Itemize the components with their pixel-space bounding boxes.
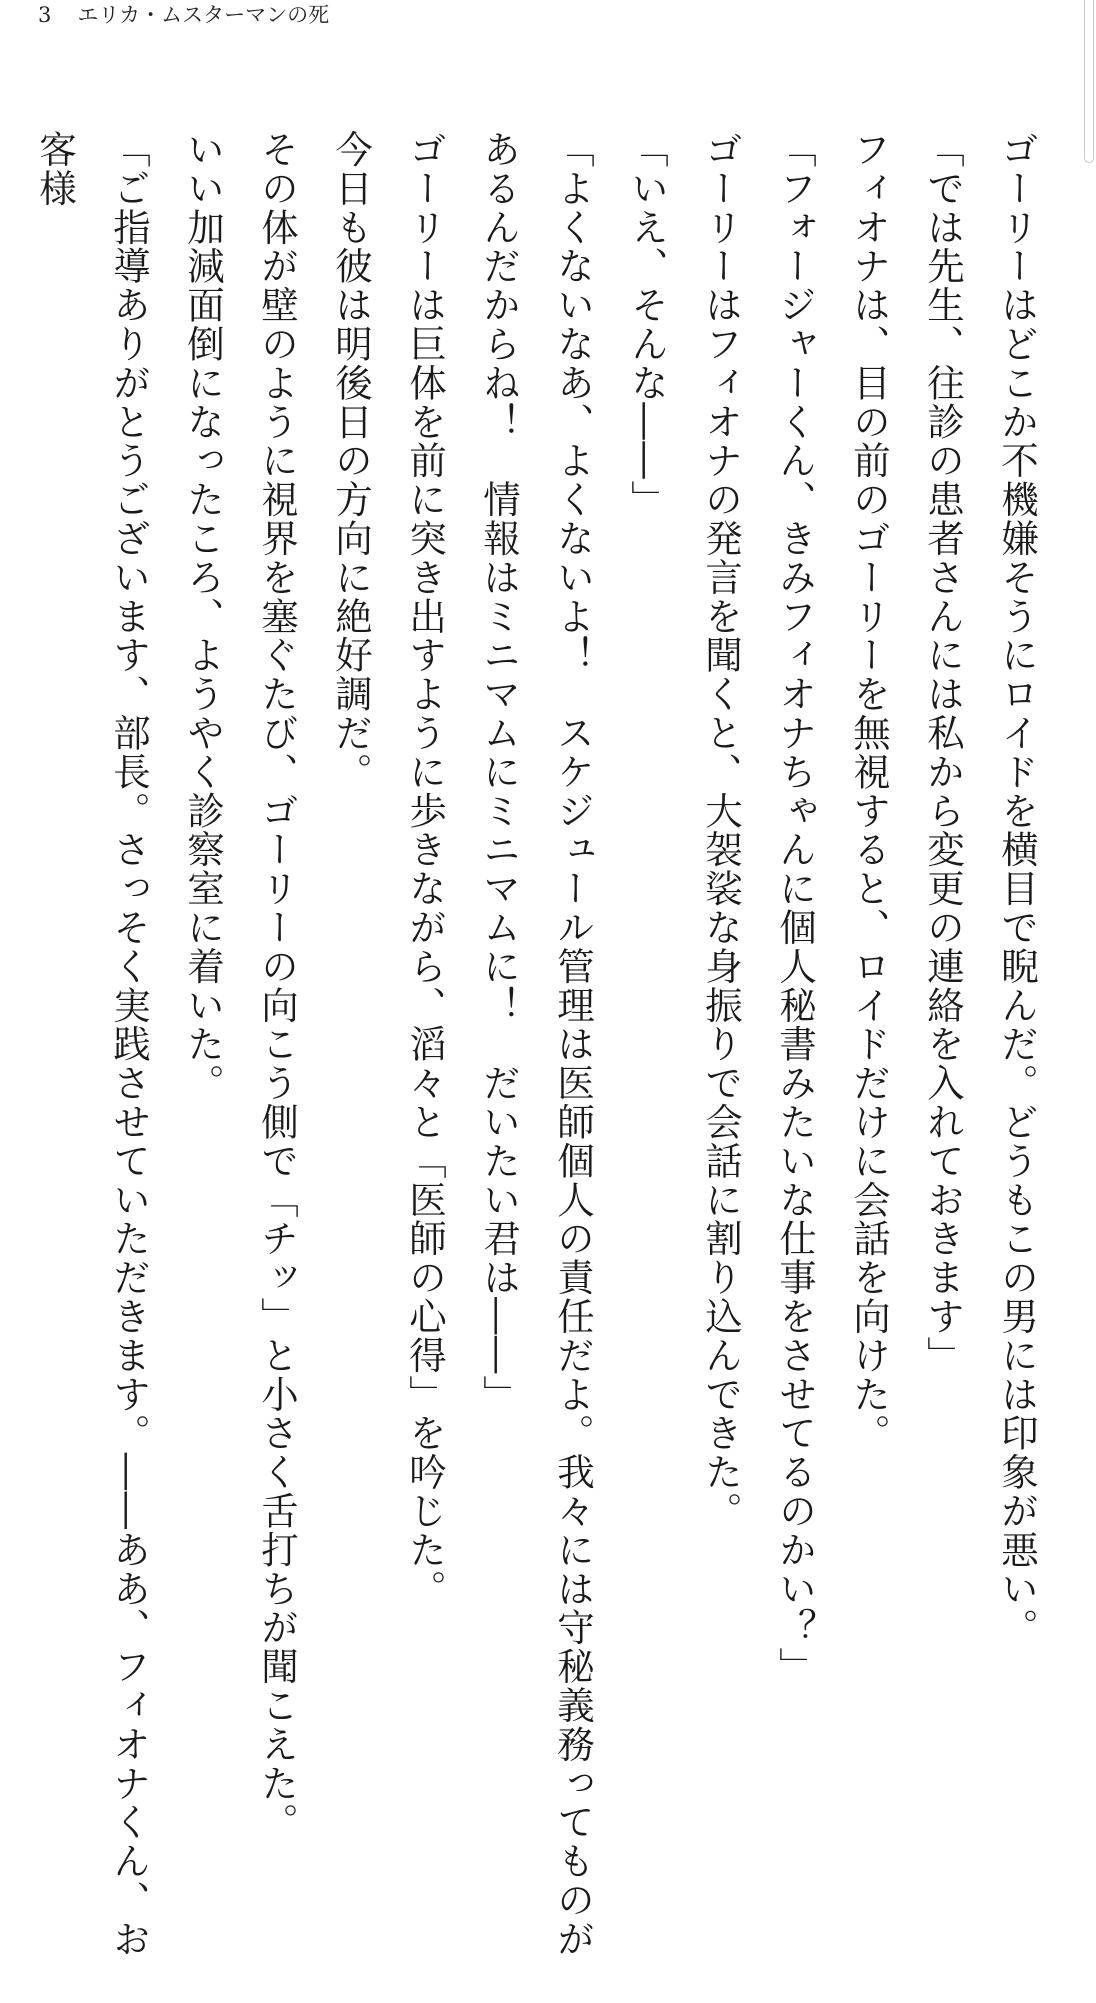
paragraph: 「ご指導ありがとうございます、部長。さっそく実践させていただきます。――ああ、フィオナくん、お客様 bbox=[33, 130, 151, 1959]
paragraph: 今日も彼は明後日の方向に絶好調だ。 bbox=[329, 130, 373, 792]
running-header bbox=[38, 0, 329, 30]
chapter-title: エリカ・ムスターマンの死 bbox=[77, 2, 330, 27]
paragraph: 「フォージャーくん、きみフィオナちゃんに個人秘書みたいな仕事をさせてるのかい？」 bbox=[773, 130, 817, 1686]
paragraph: いい加減面倒になったころ、ようやく診察室に着いた。 bbox=[181, 130, 225, 1103]
paragraph: フィオナは、目の前のゴーリーを無視すると、ロイドだけに会話を向けた。 bbox=[847, 130, 891, 1453]
paragraph: 「いえ、そんな――」 bbox=[625, 130, 669, 519]
paragraph: ゴーリーは巨体を前に突き出すように歩きながら、滔々と「医師の心得」を吟じた。 bbox=[403, 130, 447, 1609]
paragraph: ゴーリーはフィオナの発言を聞くと、大袈裟な身振りで会話に割り込んできた。 bbox=[699, 130, 743, 1531]
paragraph: 「よくないなあ、よくないよ！ スケジュール管理は医師個人の責任だよ。我々には守秘義務ってものがあるんだからね！ 情報はミニマムにミニマムに！ だいたい君は――」 bbox=[477, 130, 595, 1959]
paragraph: その体が壁のように視界を塞ぐたび、ゴーリーの向こう側で「チッ」と小さく舌打ちが聞こえた。 bbox=[255, 130, 299, 1842]
paragraph: 「では先生、往診の患者さんには私から変更の連絡を入れておきます」 bbox=[921, 130, 965, 1375]
paragraph: ゴーリーはどこか不機嫌そうにロイドを横目で睨んだ。どうもこの男には印象が悪い。 bbox=[995, 130, 1039, 1648]
scrollbar[interactable] bbox=[1084, 0, 1094, 163]
page-body bbox=[33, 130, 1054, 1960]
page-number: 3 bbox=[38, 2, 52, 27]
